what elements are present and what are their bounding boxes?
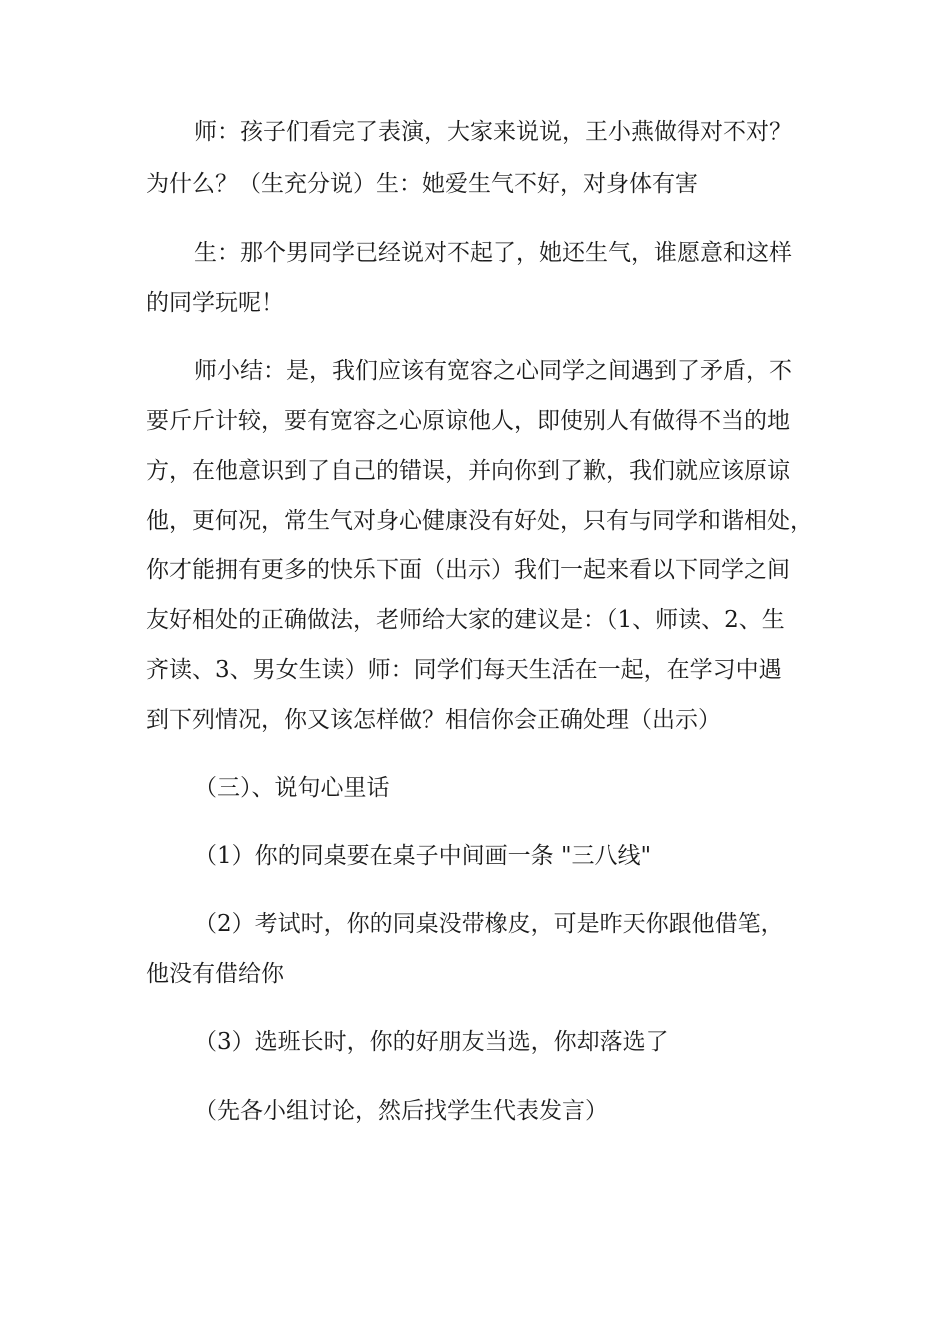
closing-note: （先各小组讨论，然后找学生代表发言） (194, 1098, 608, 1124)
paragraph-summary-line-8: 到下列情况，你又该怎样做？相信你会正确处理（出示） (146, 707, 721, 733)
section-heading: （三）、说句心里话 (194, 775, 390, 801)
paragraph-teacher-question-line-2: 为什么？（生充分说）生：她爱生气不好，对身体有害 (146, 171, 698, 197)
paragraph-teacher-question-line-1: 师：孩子们看完了表演，大家来说说，王小燕做得对不对？ (194, 119, 792, 145)
paragraph-student-answer-line-2: 的同学玩呢！ (146, 290, 284, 316)
paragraph-student-answer-line-1: 生：那个男同学已经说对不起了，她还生气，谁愿意和这样 (194, 240, 792, 266)
list-item-2-line-1: （2）考试时，你的同桌没带橡皮，可是昨天你跟他借笔， (194, 911, 784, 937)
paragraph-summary-line-5: 你才能拥有更多的快乐下面（出示）我们一起来看以下同学之间 (146, 557, 790, 583)
list-item-3: （3）选班长时，你的好朋友当选，你却落选了 (194, 1029, 669, 1055)
paragraph-summary-line-4: 他，更何况，常生气对身心健康没有好处，只有与同学和谐相处， (146, 508, 813, 534)
list-item-2-line-2: 他没有借给你 (146, 961, 284, 987)
list-item-1: （1）你的同桌要在桌子中间画一条 "三八线" (194, 843, 652, 869)
paragraph-summary-line-2: 要斤斤计较，要有宽容之心原谅他人，即使别人有做得不当的地 (146, 408, 790, 434)
paragraph-summary-line-6: 友好相处的正确做法，老师给大家的建议是：（1、师读、2、生 (146, 607, 785, 633)
paragraph-summary-line-3: 方，在他意识到了自己的错误，并向你到了歉，我们就应该原谅 (146, 458, 790, 484)
paragraph-summary-line-1: 师小结：是，我们应该有宽容之心同学之间遇到了矛盾，不 (194, 358, 792, 384)
paragraph-summary-line-7: 齐读、3、男女生读）师：同学们每天生活在一起，在学习中遇 (146, 657, 782, 683)
